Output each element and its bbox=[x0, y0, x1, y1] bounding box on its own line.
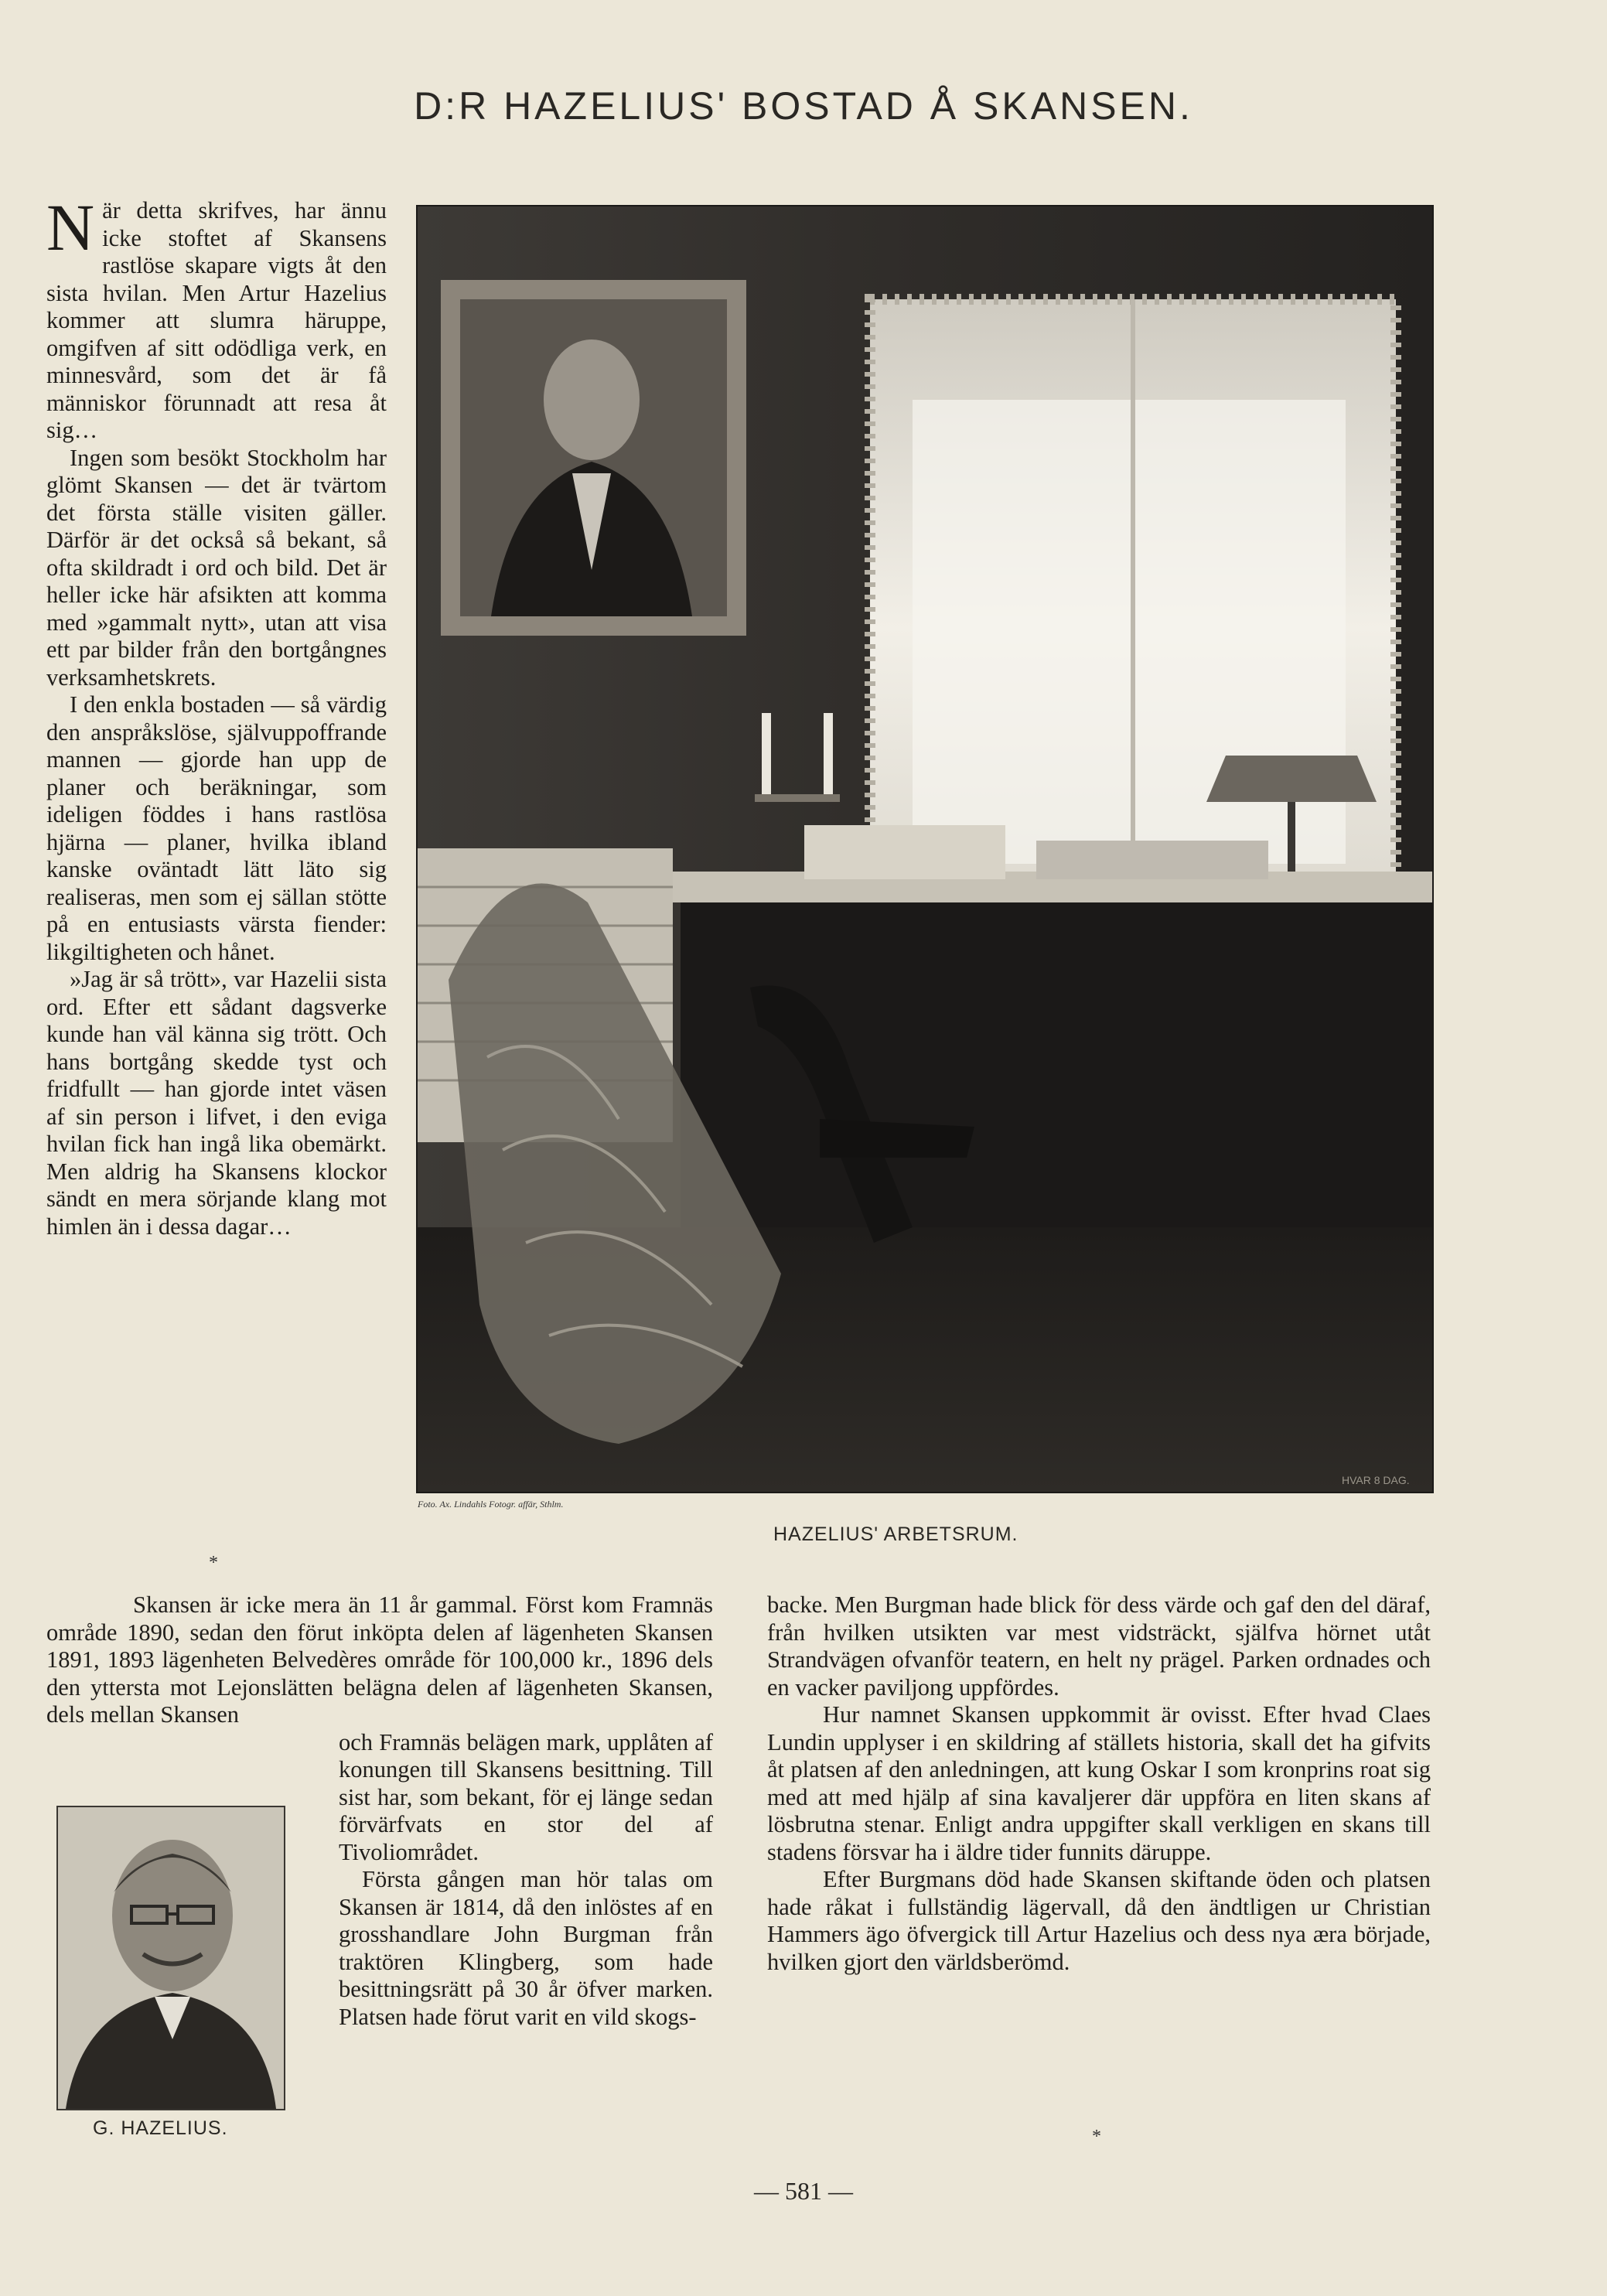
section-separator: * bbox=[1092, 2127, 1101, 2147]
paragraph: Första gången man hör talas om Skansen är 1814, då den inlöstes af en grosshandlare John Burgman från traktören Klingberg, som hade besittningsrätt på 30 år öfver marken. Platsen hade förut varit en vild skogs- bbox=[339, 1866, 713, 2030]
paragraph: »Jag är så trött», var Hazelii sista ord. Efter ett sådant dagsverke kunde han väl känna sig trött. Och hans bortgång skedde tyst och fridfullt — han gjorde intet väsen af sin person i lifvet, i den eviga hvilan fick han ingå lika obemärkt. Men aldrig ha Skansens klockor sändt en mera sörjande klang mot himlen än i dessa dagar… bbox=[46, 966, 387, 1240]
page-number: — 581 — bbox=[754, 2177, 853, 2205]
bottom-right-text-column bbox=[767, 1592, 1431, 1976]
portrait-caption: G. HAZELIUS. bbox=[93, 2117, 228, 2139]
paragraph: När detta skrifves, har ännu icke stoftet af Skansens rastlöse skapare vigts åt den sista hvilan. Men Artur Hazelius kommer att slumra häruppe, omgifven af sitt odödliga verk, en minnesvård, som det är få människor förunnadt att resa åt sig… bbox=[46, 190, 387, 443]
portrait-illustration bbox=[58, 1807, 284, 2109]
section-separator: * bbox=[209, 1553, 218, 1573]
paragraph: och Framnäs belägen mark, upplåten af konungen till Skansens besittning. Till sist har, som bekant, för ej länge sedan förvärfvats en stor del af Tivoliområdet. bbox=[339, 1728, 713, 1865]
left-text-column bbox=[46, 190, 387, 1240]
paragraph: Ingen som besökt Stockholm har glömt Skansen — det är tvärtom det första ställe visiten gäller. Därför är det också så bekant, så ofta skildradt i ord och bild. Det är heller icke här afsikten att komma med »gammalt nytt», utan att visa ett par bilder från den bortgångnes verksamhetskrets. bbox=[46, 444, 387, 691]
paragraph: Hur namnet Skansen uppkommit är ovisst. Efter hvad Claes Lundin upplyser i en skildring af ställets historia, skall det ha gifvits åt platsen af den anledningen, att kung Oskar I som kronprins roat sig med att med hjälp af sina kavaljerer där uppföra en liten skans af lösbrutna stenar. Enligt andra uppgifter skall verkligen en skans till stadens försvar ha i äldre tider funnits däruppe. bbox=[767, 1701, 1431, 1865]
paragraph: Skansen är icke mera än 11 år gammal. Först kom Framnäs område 1890, sedan den förut inköpta delen af lägenheten Skansen 1891, 1893 lägenheten Belvedères område för 100,000 kr., 1896 dels den yttersta mot Lejonslätten belägna delen af lägenheten Skansen, dels mellan Skansen bbox=[46, 1592, 713, 1728]
photo-caption: HAZELIUS' ARBETSRUM. bbox=[773, 1523, 1018, 1545]
paragraph: backe. Men Burgman hade blick för dess värde och gaf den del däraf, från hvilken utsikten var mest vidsträckt, själfva hörnet utåt Strandvägen ofvanför teatern, en helt ny prägel. Parken ordnades och en vacker paviljong uppfördes. bbox=[767, 1592, 1431, 1701]
study-room-photo bbox=[416, 205, 1434, 1493]
paragraph: I den enkla bostaden — så värdig den anspråkslöse, självuppoffrande mannen — gjorde han upp de planer och beräkningar, som ideligen föddes i hans rastlösa hjärna — planer, hvilka ibland kanske oväntadt lätt läto sig realiseras, men som ej sällan stötte på en entusiasts värsta fiender: likgiltigheten och hånet. bbox=[46, 691, 387, 965]
page-title: D:R HAZELIUS' BOSTAD Å SKANSEN. bbox=[414, 84, 1193, 128]
photo-watermark: HVAR 8 DAG. bbox=[1342, 1474, 1410, 1486]
drop-cap: N bbox=[46, 190, 95, 264]
narrow-text-block bbox=[339, 1729, 713, 2032]
study-room-illustration bbox=[418, 206, 1432, 1492]
paragraph: Efter Burgmans död hade Skansen skiftande öden och platsen hade råkat i fullständig lägervall, då den ändtligen ur Christian Hammers ägo öfvergick till Artur Hazelius och dess nya æra började, hvilken gjort den världsberömd. bbox=[767, 1866, 1431, 1975]
portrait-photo bbox=[56, 1806, 285, 2110]
photo-credit: Foto. Ax. Lindahls Fotogr. affär, Sthlm. bbox=[418, 1499, 564, 1510]
